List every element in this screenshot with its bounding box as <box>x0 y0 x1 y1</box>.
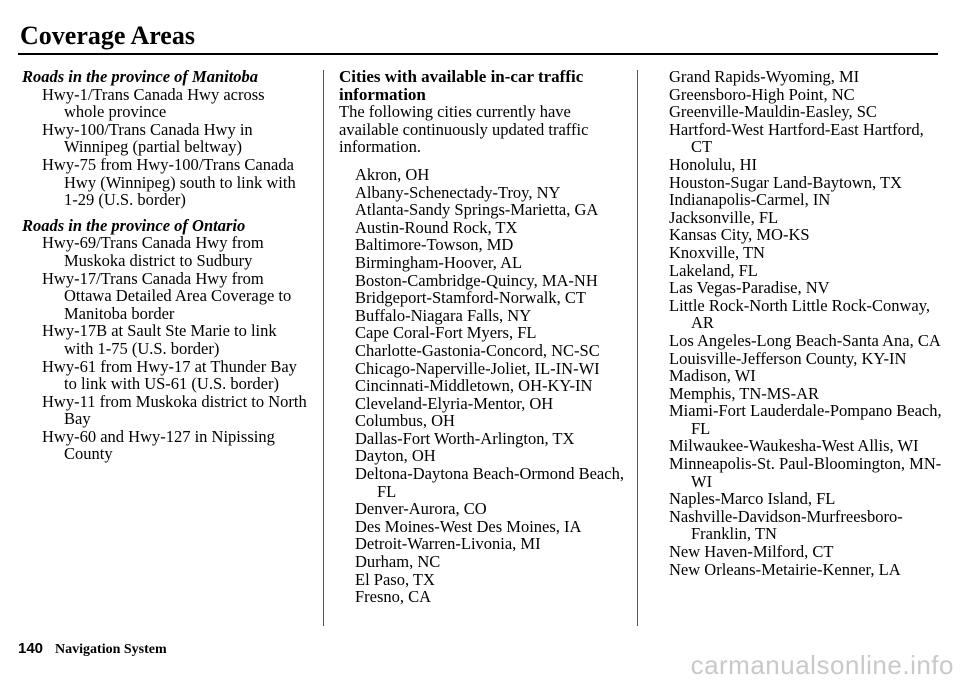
city-item: Cleveland-Elyria-Mentor, OH <box>355 393 554 413</box>
city-item: Durham, NC <box>355 552 441 572</box>
intro-paragraph: The following cities currently have available continuously updated traffic information. <box>339 102 589 157</box>
city-item: Lakeland, FL <box>669 260 758 280</box>
city-item: Milwaukee-Waukesha-West Allis, WI <box>669 436 919 456</box>
traffic-cities-column <box>339 68 624 606</box>
city-item: Indianapolis-Carmel, IN <box>669 190 831 210</box>
city-item: Akron, OH <box>355 164 430 184</box>
city-item: Des Moines-West Des Moines, IA <box>355 516 582 536</box>
city-item: Knoxville, TN <box>669 242 765 262</box>
city-item: Nashville-Davidson-Murfreesboro-Franklin, TN <box>669 506 903 544</box>
road-item: Hwy-17/Trans Canada Hwy from Ottawa Detailed Area Coverage to Manitoba border <box>42 268 292 323</box>
city-item: Chicago-Naperville-Joliet, IL-IN-WI <box>355 358 600 378</box>
watermark: carmanualsonline.info <box>690 650 954 680</box>
city-item: Kansas City, MO-KS <box>669 225 810 245</box>
road-item: Hwy-60 and Hwy-127 in Nipissing County <box>42 426 275 464</box>
city-list <box>669 68 944 578</box>
city-item: Las Vegas-Paradise, NV <box>669 278 830 298</box>
city-item: Los Angeles-Long Beach-Santa Ana, CA <box>669 330 941 350</box>
city-item: Austin-Round Rock, TX <box>355 217 518 237</box>
manitoba-ontario-roads-column <box>22 68 307 463</box>
city-item: Little Rock-North Little Rock-Conway, AR <box>669 295 931 333</box>
city-item: Cincinnati-Middletown, OH-KY-IN <box>355 376 593 396</box>
section-heading: Roads in the province of Ontario <box>22 215 246 235</box>
city-item: Madison, WI <box>669 366 756 386</box>
page-number: 140 <box>18 640 44 657</box>
city-item: Fresno, CA <box>355 587 432 607</box>
section-heading: Cities with available in-car traffic information <box>339 67 584 104</box>
footer-label: Navigation System <box>55 642 167 657</box>
city-list <box>339 166 624 606</box>
city-item: Louisville-Jefferson County, KY-IN <box>669 348 907 368</box>
road-item: Hwy-1/Trans Canada Hwy across whole province <box>42 84 265 122</box>
city-item: Charlotte-Gastonia-Concord, NC-SC <box>355 340 600 360</box>
city-item: El Paso, TX <box>355 569 435 589</box>
city-item: Detroit-Warren-Livonia, MI <box>355 534 541 554</box>
traffic-cities-continued-column <box>669 68 944 578</box>
city-item: Dallas-Fort Worth-Arlington, TX <box>355 428 575 448</box>
column-divider <box>323 70 324 626</box>
city-item: Greensboro-High Point, NC <box>669 84 855 104</box>
road-item: Hwy-75 from Hwy-100/Trans Canada Hwy (Winnipeg) south to link with 1-29 (U.S. border) <box>42 154 296 210</box>
city-item: Birmingham-Hoover, AL <box>355 252 523 272</box>
road-item: Hwy-100/Trans Canada Hwy in Winnipeg (partial beltway) <box>42 119 253 157</box>
city-item: Naples-Marco Island, FL <box>669 489 836 509</box>
city-item: Denver-Aurora, CO <box>355 499 487 519</box>
road-item: Hwy-11 from Muskoka district to North Bay <box>42 391 307 429</box>
city-item: Miami-Fort Lauderdale-Pompano Beach, FL <box>669 401 942 438</box>
city-item: Boston-Cambridge-Quincy, MA-NH <box>355 270 598 290</box>
city-item: Minneapolis-St. Paul-Bloomington, MN-WI <box>669 454 942 491</box>
city-item: Deltona-Daytona Beach-Ormond Beach, FL <box>355 464 624 501</box>
city-item: New Haven-Milford, CT <box>669 542 834 562</box>
city-item: Jacksonville, FL <box>669 207 779 227</box>
city-item: Baltimore-Towson, MD <box>355 235 514 255</box>
city-item: Columbus, OH <box>355 411 455 431</box>
city-item: Cape Coral-Fort Myers, FL <box>355 323 537 343</box>
city-item: Hartford-West Hartford-East Hartford, CT <box>669 119 924 157</box>
city-item: Dayton, OH <box>355 446 436 466</box>
city-item: Albany-Schenectady-Troy, NY <box>355 182 561 202</box>
city-item: Bridgeport-Stamford-Norwalk, CT <box>355 288 586 308</box>
road-item: Hwy-61 from Hwy-17 at Thunder Bay to link with US-61 (U.S. border) <box>42 356 297 394</box>
road-item: Hwy-69/Trans Canada Hwy from Muskoka district to Sudbury <box>42 233 264 270</box>
city-item: Atlanta-Sandy Springs-Marietta, GA <box>355 200 599 220</box>
road-item: Hwy-17B at Sault Ste Marie to link with 1-75 (U.S. border) <box>42 321 277 358</box>
column-divider <box>637 70 638 626</box>
city-item: Honolulu, HI <box>669 154 757 174</box>
page-title: Coverage Areas <box>20 21 195 50</box>
header-rule <box>18 53 938 55</box>
city-item: Houston-Sugar Land-Baytown, TX <box>669 172 902 192</box>
city-item: Buffalo-Niagara Falls, NY <box>355 305 532 325</box>
city-item: Grand Rapids-Wyoming, MI <box>669 67 860 86</box>
city-item: Memphis, TN-MS-AR <box>669 383 820 403</box>
page-footer <box>18 640 167 660</box>
city-item: New Orleans-Metairie-Kenner, LA <box>669 559 901 579</box>
city-item: Greenville-Mauldin-Easley, SC <box>669 102 877 122</box>
section-heading: Roads in the province of Manitoba <box>22 67 259 86</box>
